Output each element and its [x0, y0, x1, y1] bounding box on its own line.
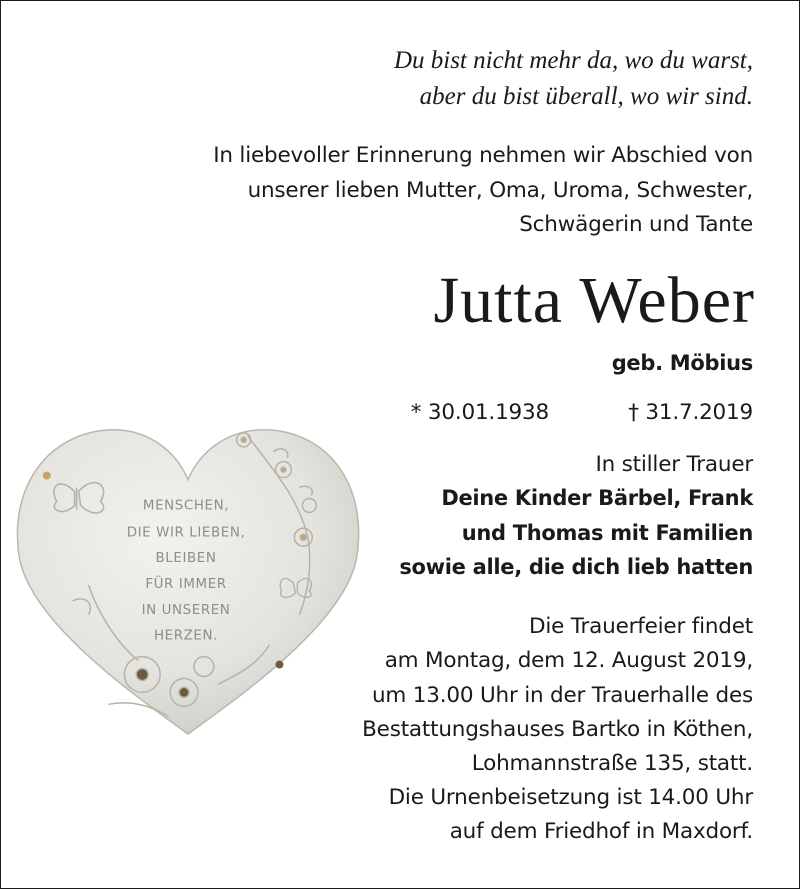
heart-inscription-line-5: IN UNSEREN [141, 602, 231, 618]
heart-inscription-line-1: MENSCHEN, [142, 498, 230, 514]
birth-date: * 30.01.1938 [410, 400, 549, 425]
funeral-line-3: um 13.00 Uhr in der Trauerhalle des [372, 683, 753, 708]
heart-inscription-line-3: BLEIBEN [155, 551, 217, 567]
mourners-line-1: Deine Kinder Bärbel, Frank [441, 486, 753, 510]
funeral-line-5: Lohmannstraße 135, statt. [471, 751, 753, 776]
maiden-name: geb. Möbius [611, 351, 753, 375]
memorial-heart-stone [9, 405, 367, 761]
mourners-line-3: sowie alle, die dich lieb hatten [399, 555, 753, 579]
deceased-name: Jutta Weber [433, 264, 755, 337]
motto-line-2: aber du bist überall, wo wir sind. [419, 83, 753, 110]
mourners-intro: In stiller Trauer [595, 452, 753, 477]
mourners-line-2: und Thomas mit Familien [461, 521, 753, 545]
funeral-line-4: Bestattungshauses Bartko in Köthen, [362, 717, 753, 742]
funeral-line-6: Die Urnenbeisetzung ist 14.00 Uhr [388, 785, 753, 810]
heart-inscription-line-6: HERZEN. [154, 628, 219, 644]
funeral-line-7: auf dem Friedhof in Maxdorf. [449, 819, 753, 844]
intro-line-2: unserer lieben Mutter, Oma, Uroma, Schwester, [247, 178, 753, 203]
funeral-line-1: Die Trauerfeier findet [528, 614, 753, 639]
heart-inscription-line-4: FÜR IMMER [145, 576, 227, 592]
death-date: † 31.7.2019 [628, 400, 753, 425]
intro-line-1: In liebevoller Erinnerung nehmen wir Abschied von [213, 143, 753, 168]
motto-line-1: Du bist nicht mehr da, wo du warst, [393, 47, 753, 74]
intro-line-3: Schwägerin und Tante [519, 212, 753, 237]
heart-inscription-line-2: DIE WIR LIEBEN, [126, 525, 246, 541]
funeral-line-2: am Montag, dem 12. August 2019, [384, 648, 753, 673]
gold-speck [43, 472, 51, 480]
gold-speck [276, 661, 284, 669]
